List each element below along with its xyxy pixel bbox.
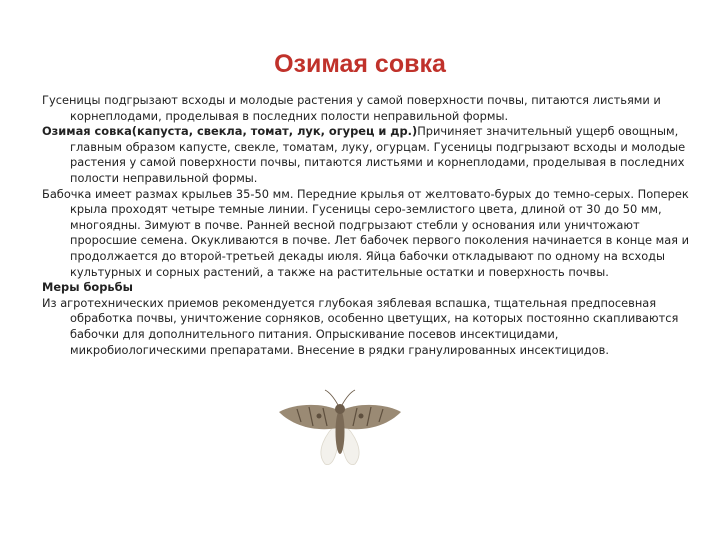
paragraph-damage-heading: Озимая совка(капуста, свекла, томат, лук, огурец и др.) (42, 124, 418, 139)
control-measures-heading: Меры борьбы (42, 280, 133, 295)
paragraph-caterpillars: Гусеницы подгрызают всходы и молодые растения у самой поверхности почвы, питаются листьями и корнеплодами, проделывая в последних полости неправильной формы. (42, 93, 661, 123)
paragraph-control-measures: Из агротехнических приемов рекомендуется глубокая зяблевая вспашка, тщательная предпосевная обработка почвы, уничтожение сорняков, особенно цветущих, на которых постоянно скапливаются бабочки для дополнительного питания. Опрыскивание посевов инсектицидами, микробиологическими препаратами. Внесение в рядки гранулированных инсектицидов. (42, 295, 679, 357)
moth-photo (275, 382, 405, 482)
slide-body (42, 93, 690, 358)
slide-title: Озимая совка (274, 50, 446, 78)
paragraph-damage (42, 124, 690, 186)
paragraph-description: Бабочка имеет размах крыльев 35-50 мм. Передние крылья от желтовато-бурых до темно-серых. Поперек крыла проходят четыре темные линии. Гусеницы серо-землистого цвета, длиной от 30 до 50 мм, многоядны. Зимуют в почве. Ранней весной подгрызают стебли у основания или уничтожают проросшие семена. Окукливаются в почве. Лет бабочек первого поколения начинается в конце мая и продолжается до второй-третьей декады июля. Яйца бабочки откладывают по одному на всходы культурных и сорных растений, а также на растительные остатки и поверхность почвы. (42, 186, 690, 279)
paragraph-damage-text: Причиняет значительный ущерб овощным, главным образом капусте, свекле, томатам, луку, огурцам. Гусеницы подгрызают всходы и молодые растения у самой поверхности почвы, питаются листьями и корнеплодами, проделывая в последних полости неправильной формы. (70, 124, 686, 185)
